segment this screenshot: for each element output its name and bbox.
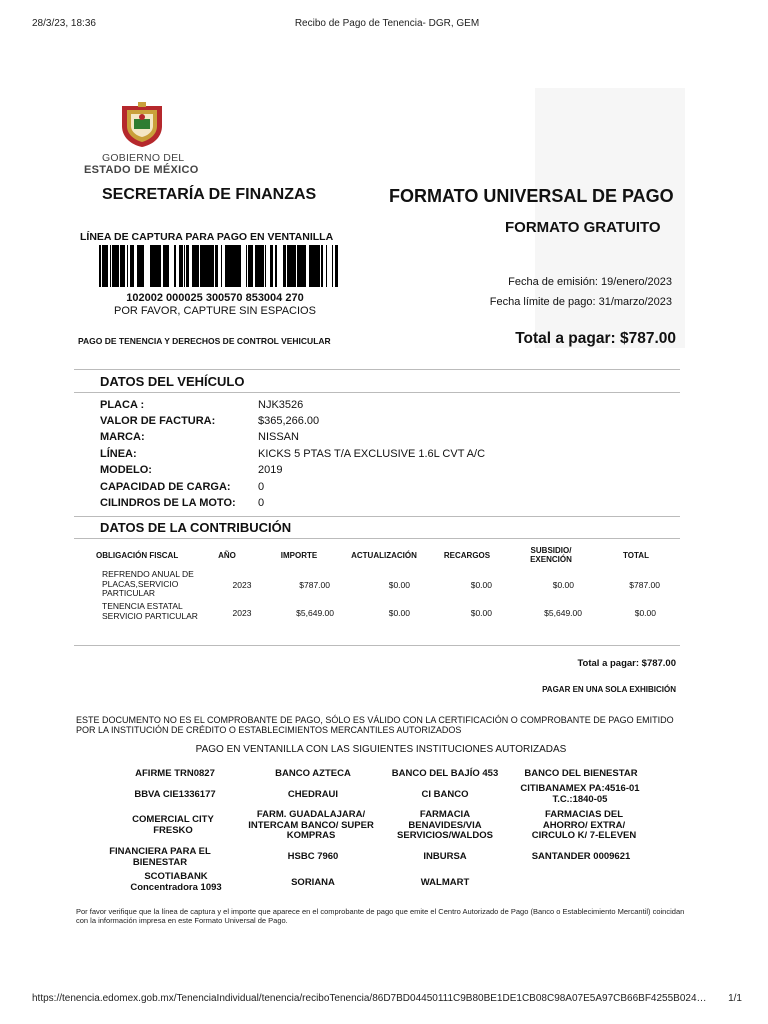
barcode-bar [163, 245, 165, 287]
barcode-bar [302, 245, 304, 287]
print-title: Recibo de Pago de Tenencia- DGR, GEM [294, 18, 480, 29]
barcode-bar [225, 245, 227, 287]
barcode-bar [175, 245, 176, 287]
vehicle-value: NISSAN [258, 431, 299, 443]
institucion: SORIANA [291, 877, 335, 888]
fecha-emision: Fecha de emisión: 19/enero/2023 [508, 276, 672, 288]
barcode-bar [182, 245, 183, 287]
secretaria-title: SECRETARÍA DE FINANZAS [102, 186, 317, 203]
institucion: BANCO AZTECA [275, 768, 351, 779]
vehicle-value: 0 [258, 481, 265, 493]
institucion: COMERCIAL CITY FRESKO [132, 814, 214, 836]
barcode-bar [110, 245, 111, 287]
barcode-bar [304, 245, 305, 287]
barcode-bar [313, 245, 315, 287]
barcode-bar [195, 245, 196, 287]
barcode-bar [130, 245, 132, 287]
barcode-bar [120, 245, 121, 287]
divider [74, 516, 680, 517]
fine-print: Por favor verifique que la línea de captura y el importe que aparece en el comprobante de pago que emite el Centro Autorizado de Pago (Banco o Establecimiento Mercantil) coincidan con la información impresa en este Formato Universal de Pago. [76, 907, 685, 925]
barcode-bar [311, 245, 312, 287]
institucion: FARMACIA BENAVIDES/VIA SERVICIOS/WALDOS [397, 809, 493, 841]
barcode-bar [152, 245, 153, 287]
barcode-bar [283, 245, 286, 287]
barcode-bar [208, 245, 211, 287]
barcode-bar [142, 245, 144, 287]
barcode-bar [332, 245, 333, 287]
institucion: CI BANCO [421, 789, 469, 800]
disclaimer: ESTE DOCUMENTO NO ES EL COMPROBANTE DE PAGO, SÓLO ES VÁLIDO CON LA CERTIFICACIÓN O COMPROBANTE DE PAGO EMITIDO POR LA INSTITUCIÓN DE CRÉDITO O ESTABLECIMIENTOS MERCANTILES AUTORIZADOS [76, 715, 674, 735]
barcode-bar [321, 245, 322, 287]
institucion: CITIBANAMEX PA:4516-01 T.C.:1840-05 [520, 783, 640, 805]
cell-recargos: $0.00 [470, 580, 492, 590]
barcode-bar [116, 245, 119, 287]
linea-captura-number: 102002 000025 300570 853004 270 [126, 292, 304, 304]
barcode-bar [201, 245, 204, 287]
barcode [98, 245, 338, 287]
vehicle-value: 0 [258, 497, 265, 509]
barcode-bar [252, 245, 253, 287]
barcode-bar [335, 245, 336, 287]
barcode-bar [100, 245, 101, 287]
barcode-bar [179, 245, 180, 287]
barcode-bar [139, 245, 141, 287]
institucion: HSBC 7960 [287, 851, 339, 862]
col-header-subsidio: SUBSIDIO/ EXENCIÓN [530, 546, 572, 564]
barcode-bar [114, 245, 116, 287]
vehicle-value: $365,266.00 [258, 415, 320, 427]
barcode-bar [165, 245, 168, 287]
page-number: 1/1 [728, 993, 742, 1004]
barcode-bar [270, 245, 272, 287]
barcode-bar [238, 245, 240, 287]
header-shade [535, 88, 685, 348]
col-header-obligacion: OBLIGACIÓN FISCAL [96, 551, 179, 560]
vehicle-label: MARCA: [100, 431, 145, 443]
barcode-bar [305, 245, 306, 287]
barcode-bar [309, 245, 311, 287]
barcode-bar [123, 245, 125, 287]
vehicle-label: VALOR DE FACTURA: [100, 415, 216, 427]
vehicle-value: KICKS 5 PTAS T/A EXCLUSIVE 1.6L CVT A/C [258, 448, 486, 460]
barcode-bar [259, 245, 262, 287]
vehicle-label: MODELO: [100, 464, 152, 476]
divider [74, 538, 680, 539]
col-header-recargos: RECARGOS [443, 551, 491, 560]
barcode-bar [196, 245, 198, 287]
divider [74, 369, 680, 370]
institucion: FARM. GUADALAJARA/ INTERCAM BANCO/ SUPER KOMPRAS [248, 809, 374, 841]
institucion: CHEDRAUI [287, 789, 339, 800]
formato-universal-title: FORMATO UNIVERSAL DE PAGO [389, 186, 674, 206]
cell-actualizacion: $0.00 [388, 580, 410, 590]
barcode-bar [153, 245, 154, 287]
print-datetime: 28/3/23, 18:36 [32, 18, 96, 29]
barcode-bar [121, 245, 123, 287]
barcode-bar [240, 245, 241, 287]
barcode-bar [104, 245, 107, 287]
barcode-bar [230, 245, 231, 287]
barcode-bar [154, 245, 157, 287]
barcode-bar [336, 245, 338, 287]
barcode-bar [192, 245, 195, 287]
barcode-bar [312, 245, 313, 287]
total-pagar-small: Total a pagar: $787.00 [577, 658, 676, 669]
formato-gratuito-title: FORMATO GRATUITO [505, 219, 661, 236]
logo-line1: GOBIERNO DEL [102, 152, 185, 164]
barcode-bar [234, 245, 236, 287]
institucion: FARMACIAS DEL AHORRO/ EXTRA/ CIRCULO K/ 7-ELEVEN [531, 809, 637, 841]
barcode-bar [250, 245, 251, 287]
barcode-bar [272, 245, 273, 287]
barcode-bar [265, 245, 266, 287]
barcode-bar [227, 245, 230, 287]
barcode-bar [326, 245, 327, 287]
barcode-bar [159, 245, 161, 287]
cell-anio: 2023 [232, 608, 252, 618]
barcode-bar [112, 245, 114, 287]
vehicle-label: CILINDROS DE LA MOTO: [100, 497, 236, 509]
total-pagar-big: Total a pagar: $787.00 [515, 330, 676, 347]
barcode-bar [215, 245, 218, 287]
pagar-una-exhibicion: PAGAR EN UNA SOLA EXHIBICIÓN [542, 685, 676, 694]
institucion: INBURSA [423, 851, 467, 862]
barcode-bar [251, 245, 252, 287]
pago-tenencia-title: PAGO DE TENENCIA Y DERECHOS DE CONTROL VEHICULAR [78, 336, 331, 346]
barcode-bar [150, 245, 152, 287]
barcode-bar [137, 245, 138, 287]
barcode-bar [318, 245, 319, 287]
barcode-bar [236, 245, 238, 287]
barcode-bar [188, 245, 189, 287]
barcode-bar [275, 245, 276, 287]
barcode-bar [200, 245, 201, 287]
barcode-bar [231, 245, 234, 287]
vehicle-label: PLACA : [100, 399, 145, 411]
cell-actualizacion: $0.00 [388, 608, 410, 618]
barcode-bar [180, 245, 181, 287]
cell-total: $0.00 [634, 608, 656, 618]
institucion: AFIRME TRN0827 [135, 768, 215, 779]
barcode-bar [127, 245, 128, 287]
vehiculo-title: DATOS DEL VEHÍCULO [100, 374, 245, 389]
barcode-bar [187, 245, 188, 287]
barcode-bar [315, 245, 318, 287]
barcode-bar [295, 245, 296, 287]
institucion: SANTANDER 0009621 [531, 851, 631, 862]
contribucion-title: DATOS DE LA CONTRIBUCIÓN [100, 520, 292, 535]
vehicle-value: 2019 [258, 464, 283, 476]
barcode-bar [287, 245, 289, 287]
cell-importe: $5,649.00 [296, 608, 334, 618]
barcode-bar [198, 245, 199, 287]
vehicle-value: NJK3526 [258, 399, 304, 411]
barcode-bar [168, 245, 169, 287]
col-header-actualizacion: ACTUALIZACIÓN [351, 551, 417, 560]
barcode-bar [248, 245, 250, 287]
divider [74, 392, 680, 393]
barcode-bar [205, 245, 208, 287]
col-header-anio: AÑO [218, 551, 236, 560]
barcode-bar [174, 245, 175, 287]
barcode-bar [107, 245, 108, 287]
barcode-bar [181, 245, 182, 287]
barcode-bar [157, 245, 159, 287]
barcode-bar [319, 245, 320, 287]
barcode-bar [184, 245, 185, 287]
barcode-bar [322, 245, 323, 287]
barcode-bar [255, 245, 257, 287]
barcode-bar [211, 245, 214, 287]
cell-importe: $787.00 [299, 580, 330, 590]
barcode-bar [262, 245, 264, 287]
barcode-bar [141, 245, 142, 287]
divider [74, 645, 680, 646]
institucion: BBVA CIE1336177 [134, 789, 216, 800]
barcode-bar [300, 245, 302, 287]
barcode-bar [204, 245, 205, 287]
vehicle-label: LÍNEA: [100, 448, 137, 460]
page-url: https://tenencia.edomex.gob.mx/TenenciaIndividual/tenencia/reciboTenencia/86D7BD04450111C9B80BE1DE1CB08C98A07E5A97CB66BF4255B024… [32, 993, 707, 1004]
barcode-bar [257, 245, 258, 287]
linea-captura-title: LÍNEA DE CAPTURA PARA PAGO EN VENTANILLA [80, 231, 334, 243]
barcode-bar [186, 245, 187, 287]
cell-recargos: $0.00 [470, 608, 492, 618]
barcode-bar [99, 245, 100, 287]
barcode-bar [138, 245, 139, 287]
coat-of-arms-icon [118, 102, 166, 148]
logo-line2: ESTADO DE MÉXICO [84, 164, 199, 176]
barcode-bar [289, 245, 292, 287]
institucion: FINANCIERA PARA EL BIENESTAR [109, 846, 211, 868]
cell-anio: 2023 [232, 580, 252, 590]
col-header-total: TOTAL [623, 551, 649, 560]
barcode-bar [246, 245, 247, 287]
barcode-bar [133, 245, 134, 287]
barcode-bar [132, 245, 133, 287]
barcode-bar [102, 245, 104, 287]
barcode-bar [221, 245, 222, 287]
institucion: BANCO DEL BIENESTAR [524, 768, 638, 779]
cell-subsidio: $0.00 [552, 580, 574, 590]
cell-obligacion: TENENCIA ESTATAL SERVICIO PARTICULAR [102, 601, 198, 621]
institucion: BANCO DEL BAJÍO 453 [391, 768, 499, 779]
cell-subsidio: $5,649.00 [544, 608, 582, 618]
gobierno-logo [82, 98, 207, 178]
capture-note: POR FAVOR, CAPTURE SIN ESPACIOS [114, 305, 316, 317]
vehicle-label: CAPACIDAD DE CARGA: [100, 481, 231, 493]
fecha-limite: Fecha límite de pago: 31/marzo/2023 [489, 296, 672, 308]
pago-ventanilla-title: PAGO EN VENTANILLA CON LAS SIGUIENTES INSTITUCIONES AUTORIZADAS [195, 744, 567, 755]
barcode-bar [292, 245, 295, 287]
institucion: SCOTIABANK Concentradora 1093 [130, 871, 222, 893]
cell-total: $787.00 [629, 580, 660, 590]
cell-obligacion: REFRENDO ANUAL DE PLACAS,SERVICIO PARTICULAR [102, 569, 194, 598]
barcode-bar [258, 245, 259, 287]
institucion: WALMART [420, 877, 470, 888]
barcode-bar [276, 245, 277, 287]
col-header-importe: IMPORTE [280, 551, 318, 560]
barcode-bar [297, 245, 300, 287]
